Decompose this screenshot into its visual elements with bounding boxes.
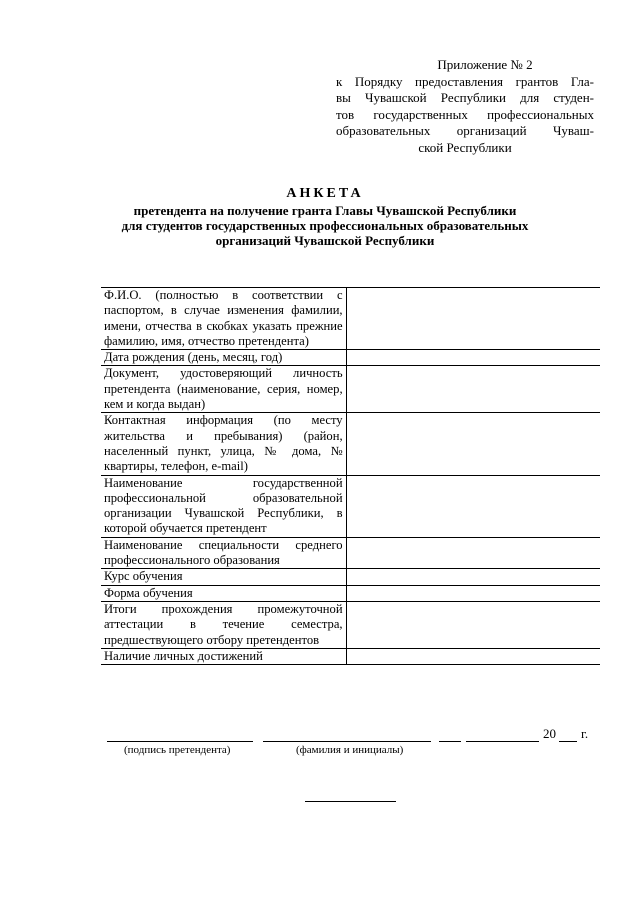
field-value-specialty[interactable] [346, 537, 600, 569]
table-row [101, 648, 600, 664]
form-heading: АНКЕТА [286, 186, 364, 201]
form-subtitle-line: претендента на получение гранта Главы Чувашской Республики [133, 203, 517, 218]
appendix-line: к Порядку предоставления грантов Гла- [336, 73, 594, 89]
field-value-full-name[interactable] [346, 288, 600, 350]
year-suffix: г. [581, 726, 589, 741]
name-line[interactable] [263, 741, 431, 742]
field-value-contact-info[interactable] [346, 413, 600, 475]
appendix-number: Приложение № 2 [437, 57, 533, 72]
table-row [101, 413, 600, 475]
field-value-achievements[interactable] [346, 648, 600, 664]
appendix-line: тов государственных профессиональных [336, 106, 594, 122]
table-row [101, 288, 600, 350]
signature-line[interactable] [107, 741, 253, 742]
table-row [101, 350, 600, 366]
form-title [90, 186, 560, 248]
field-label-attestation: Итоги прохождения промежуточной аттестации в течение семестра, предшествующего отбору претендентов [101, 601, 346, 648]
form-subtitle-line: для студентов государственных профессиональных образовательных [121, 218, 529, 233]
field-value-organization[interactable] [346, 475, 600, 537]
signature-caption: (подпись претендента) [124, 744, 231, 756]
field-value-study-form[interactable] [346, 585, 600, 601]
appendix-line: ской Республики [418, 139, 512, 155]
field-value-attestation[interactable] [346, 601, 600, 648]
table-row [101, 537, 600, 569]
table-row [101, 601, 600, 648]
year-prefix: 20 [543, 726, 556, 741]
form-subtitle-line: организаций Чувашской Республики [215, 233, 435, 248]
year-line[interactable] [559, 741, 577, 742]
field-label-full-name: Ф.И.О. (полностью в соответствии с паспортом, в случае изменения фамилии, имени, отчества в скобках указать прежние фамилию, имя, отчество претендента) [101, 288, 346, 350]
field-value-id-document[interactable] [346, 366, 600, 413]
field-label-contact-info: Контактная информация (по месту жительства и пребывания) (район, населенный пункт, улица, № дома, № квартиры, телефон, e-mail) [101, 413, 346, 475]
field-label-study-form: Форма обучения [101, 585, 346, 601]
field-label-achievements: Наличие личных достижений [101, 648, 346, 664]
field-label-organization: Наименование государственной профессиональной образовательной организации Чувашской Республики, в которой обучается претендент [101, 475, 346, 537]
appendix-block [336, 57, 594, 156]
questionnaire-table [101, 287, 600, 665]
appendix-line: вы Чувашской Республики для студен- [336, 90, 594, 105]
table-row [101, 585, 600, 601]
name-caption: (фамилия и инициалы) [296, 744, 404, 756]
month-line[interactable] [466, 741, 539, 742]
field-label-course: Курс обучения [101, 569, 346, 585]
day-line[interactable] [439, 741, 461, 742]
field-value-birth-date[interactable] [346, 350, 600, 366]
end-separator-line [305, 801, 396, 802]
field-label-id-document: Документ, удостоверяющий личность претендента (наименование, серия, номер, кем и когда выдан) [101, 366, 346, 413]
table-row [101, 475, 600, 537]
table-row [101, 569, 600, 585]
table-row [101, 366, 600, 413]
field-label-birth-date: Дата рождения (день, месяц, год) [101, 350, 346, 366]
field-value-course[interactable] [346, 569, 600, 585]
field-label-specialty: Наименование специальности среднего профессионального образования [101, 537, 346, 569]
appendix-line: образовательных организаций Чуваш- [336, 123, 594, 138]
